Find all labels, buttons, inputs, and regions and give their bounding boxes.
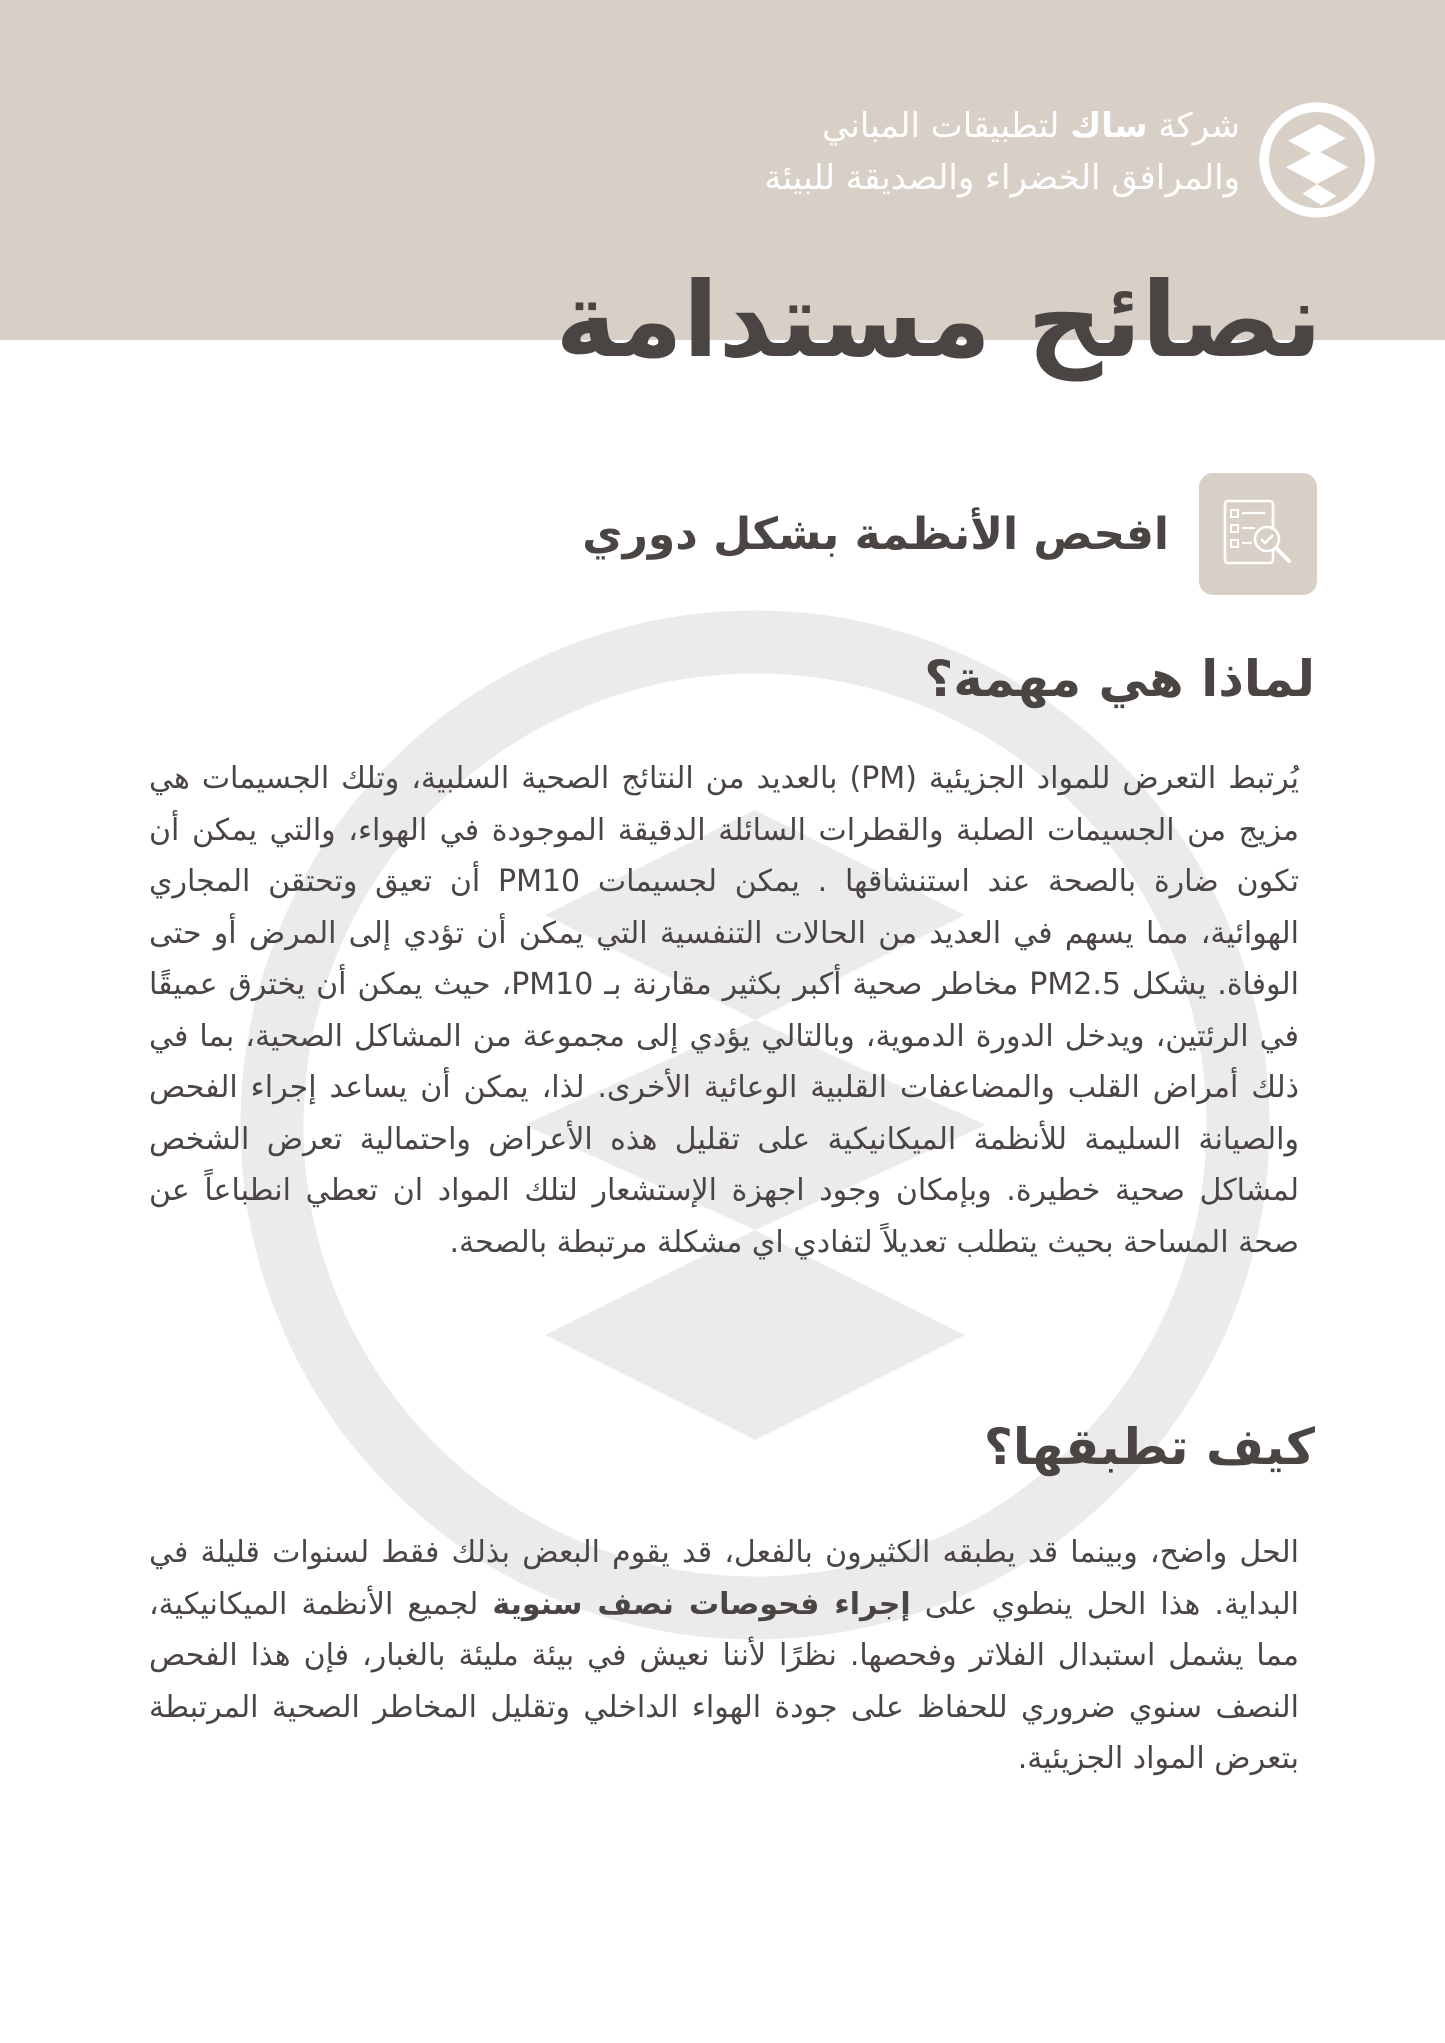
how-emphasis: إجراء فحوصات نصف سنوية — [492, 1586, 911, 1622]
tip-row — [582, 473, 1317, 595]
how-heading: كيف تطبقها؟ — [983, 1418, 1315, 1476]
sak-logo-icon — [1257, 100, 1377, 220]
why-paragraph: يُرتبط التعرض للمواد الجزيئية (PM) بالعديد من النتائج الصحية السلبية، وتلك الجسيمات هي مزيج من الجسيمات الصلبة والقطرات السائلة الدقيقة الموجودة في الهواء، والتي يمكن أن تكون ضارة بالصحة عند استنشاقها . يمكن لجسيمات PM10 أن تعيق وتحتقن المجاري الهوائية، مما يسهم في العديد من الحالات التنفسية التي يمكن أن تؤدي إلى المرض أو حتى الوفاة. يشكل PM2.5 مخاطر صحية أكبر بكثير مقارنة بـ PM10، حيث يمكن أن يخترق عميقًا في الرئتين، ويدخل الدورة الدموية، وبالتالي يؤدي إلى مجموعة من المشاكل الصحية، بما في ذلك أمراض القلب والمضاعفات القلبية الوعائية الأخرى. لذا، يمكن أن يساعد إجراء الفحص والصيانة السليمة للأنظمة الميكانيكية على تقليل هذه الأعراض واحتمالية تعرض الشخص لمشاكل صحية خطيرة. وبإمكان وجود اجهزة الإستشعار لتلك المواد ان تعطي انطباعاً عن صحة المساحة بحيث يتطلب تعديلاً لتفادي اي مشكلة مرتبطة بالصحة. — [149, 761, 1299, 1260]
company-name — [540, 100, 1240, 204]
tip-icon-box — [1199, 473, 1317, 595]
tip-title: افحص الأنظمة بشكل دوري — [582, 508, 1169, 560]
company-line-1: شركة ساك لتطبيقات المباني — [822, 106, 1240, 146]
why-heading: لماذا هي مهمة؟ — [924, 650, 1315, 708]
company-brand: ساك — [1070, 106, 1148, 146]
company-line-2: والمرافق الخضراء والصديقة للبيئة — [764, 158, 1240, 198]
checklist-magnifier-icon — [1219, 495, 1297, 573]
how-paragraph: الحل واضح، وبينما قد يطبقه الكثيرون بالفعل، قد يقوم البعض بذلك فقط لسنوات قليلة في البداية. هذا الحل ينطوي على إجراء فحوصات نصف سنوية لجميع الأنظمة الميكانيكية، مما يشمل استبدال الفلاتر وفحصها. نظرًا لأننا نعيش في بيئة مليئة بالغبار، فإن هذا الفحص النصف سنوي ضروري للحفاظ على جودة الهواء الداخلي وتقليل المخاطر الصحية المرتبطة بتعرض المواد الجزيئية. — [149, 1535, 1299, 1776]
page-title: نصائح مستدامة — [555, 259, 1322, 381]
